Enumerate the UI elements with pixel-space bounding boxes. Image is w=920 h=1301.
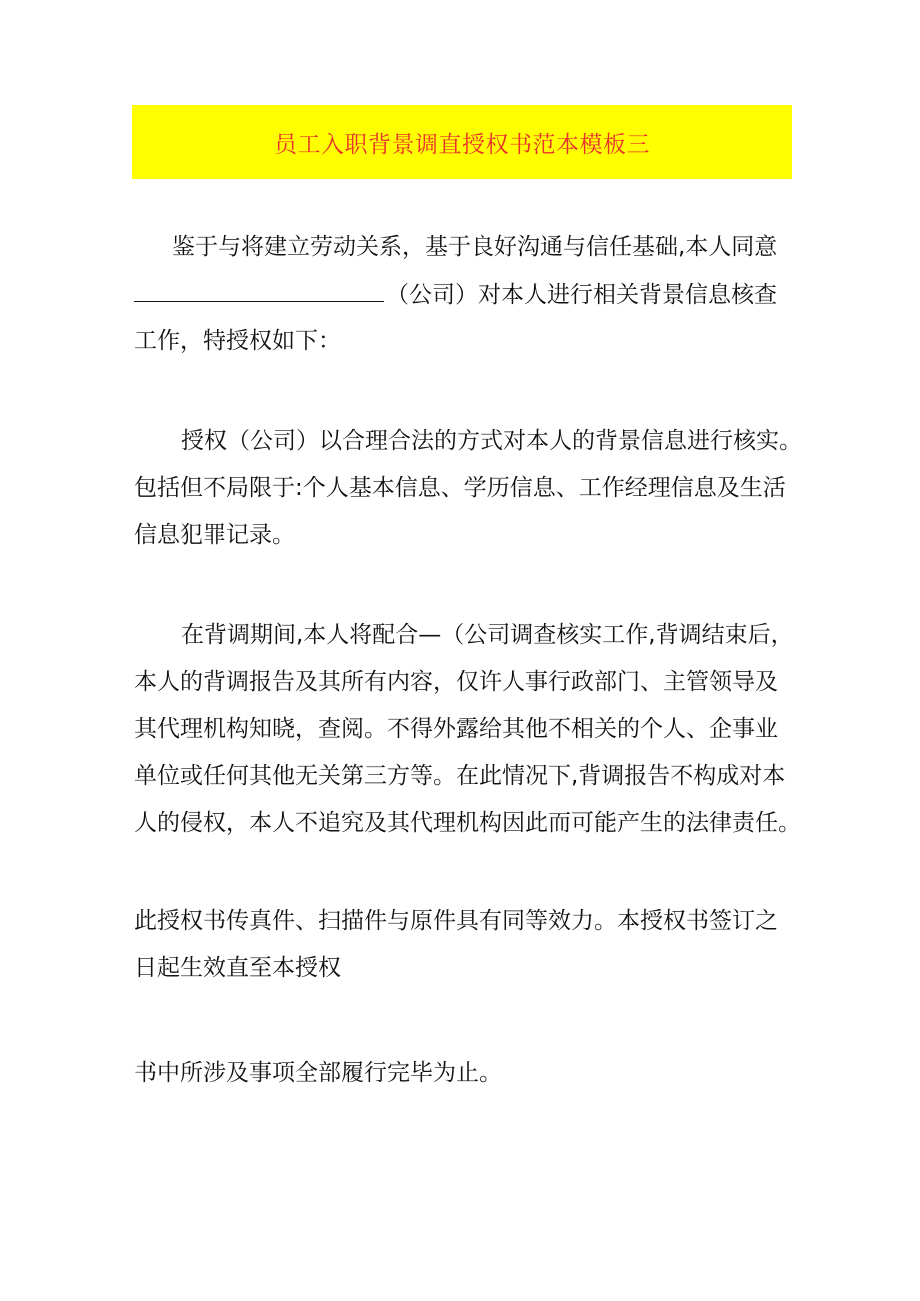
document-title: 员工入职背景调直授权书范本模板三	[274, 131, 650, 158]
paragraph-line: 授权（公司）以合理合法的方式对本人的背景信息进行核实。	[181, 428, 802, 454]
paragraph-line: 鉴于与将建立劳动关系，基于良好沟通与信任基础,本人同意	[172, 234, 778, 260]
paragraph-validity-end	[134, 1050, 794, 1097]
paragraph-line: 此授权书传真件、扫描件与原件具有同等效力。本授权书签订之	[134, 908, 778, 934]
paragraph-consent	[134, 224, 794, 365]
paragraph-line: 在背调期间,本人将配合—（公司调查核实工作,背调结束后，	[181, 622, 794, 648]
company-name-blank	[134, 271, 384, 302]
title-banner	[132, 105, 792, 179]
paragraph-line: 信息犯罪记录。	[134, 522, 295, 548]
paragraph-line-text: （公司）对本人进行相关背景信息核查	[386, 282, 777, 308]
paragraph-validity	[134, 898, 794, 992]
paragraph-line: 人的侵权，本人不追究及其代理机构因此而可能产生的法律责任。	[134, 810, 801, 836]
paragraph-confidentiality	[134, 612, 801, 847]
paragraph-line: 书中所涉及事项全部履行完毕为止。	[134, 1060, 502, 1086]
paragraph-line: 工作，特授权如下：	[134, 328, 341, 354]
paragraph-line	[134, 271, 794, 318]
paragraph-line: 包括但不局限于:个人基本信息、学历信息、工作经理信息及生活	[134, 475, 786, 501]
paragraph-line: 日起生效直至本授权	[134, 955, 341, 981]
paragraph-line: 本人的背调报告及其所有内容，仅许人事行政部门、主管领导及	[134, 669, 778, 695]
paragraph-line: 单位或任何其他无关第三方等。在此情况下,背调报告不构成对本	[134, 763, 786, 789]
paragraph-authorization-scope	[134, 418, 802, 559]
paragraph-line: 其代理机构知晓，查阅。不得外露给其他不相关的个人、企事业	[134, 716, 778, 742]
